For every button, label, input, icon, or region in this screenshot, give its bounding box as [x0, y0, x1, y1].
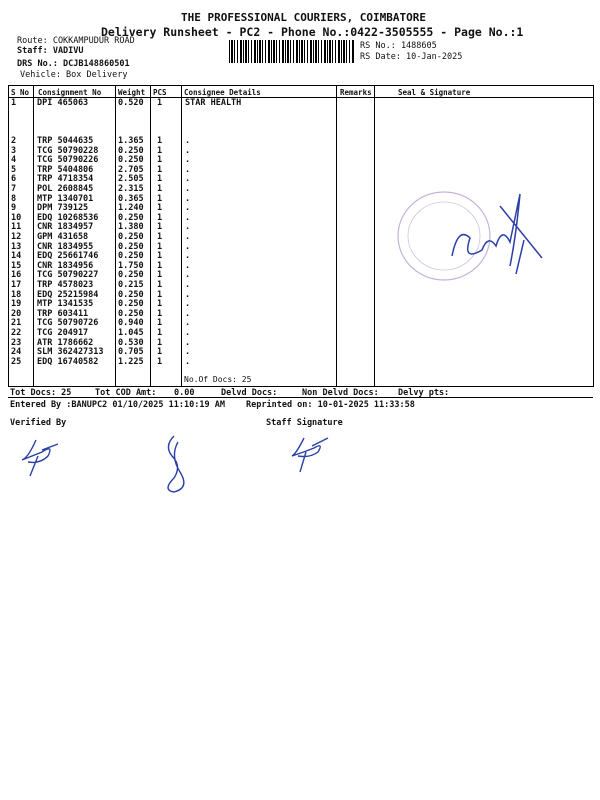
- cell-consignment-no: EDQ 25215984: [37, 289, 99, 300]
- cell-weight: 0.365: [118, 193, 144, 204]
- cell-weight: 0.250: [118, 289, 144, 300]
- cell-weight: 1.045: [118, 328, 144, 338]
- seal-stamp: [392, 186, 572, 296]
- middle-signature: [160, 432, 200, 496]
- cell-sno: 21: [11, 318, 22, 329]
- cell-weight: 2.705: [118, 164, 144, 175]
- table-row: [0, 357, 584, 367]
- cell-weight: 0.250: [118, 308, 144, 319]
- cell-consignment-no: TRP 4578023: [37, 280, 94, 290]
- cell-consignment-no: TRP 5044635: [37, 136, 94, 146]
- table-row: [0, 174, 584, 184]
- verified-by-label: Verified By: [10, 418, 67, 428]
- delvd-docs: Delvd Docs:: [221, 388, 278, 398]
- cell-weight: 1.225: [118, 356, 144, 367]
- cell-pcs: 1: [157, 328, 163, 338]
- cell-weight: 2.315: [118, 184, 144, 194]
- cell-sno: 6: [11, 174, 17, 185]
- table-row: [0, 328, 584, 338]
- cell-pcs: 1: [157, 164, 163, 175]
- drs-number: DRS No.: DCJB148860501: [17, 59, 130, 69]
- cell-sno: 1: [11, 98, 17, 108]
- cell-weight: 1.240: [118, 203, 144, 214]
- cell-consignment-no: EDQ 10268536: [37, 212, 99, 223]
- verified-signature: [18, 436, 68, 478]
- delvy-pts: Delvy pts:: [398, 388, 450, 398]
- cell-sno: 18: [11, 289, 22, 300]
- cell-pcs: 1: [157, 193, 163, 204]
- cell-consignee: .: [185, 337, 191, 348]
- cell-consignee: .: [185, 203, 191, 214]
- cell-consignee: .: [185, 212, 191, 223]
- cell-pcs: 1: [157, 203, 163, 214]
- col-header-weight: Weight: [118, 88, 146, 97]
- col-header-pcs: PCS: [153, 88, 167, 97]
- cell-sno: 23: [11, 337, 22, 348]
- cell-consignment-no: EDQ 25661746: [37, 251, 99, 262]
- table-row: [0, 338, 584, 348]
- runsheet-title: Delivery Runsheet - PC2 - Phone No.:0422-3505555 - Page No.:1: [101, 25, 524, 39]
- cell-pcs: 1: [157, 347, 163, 358]
- rs-number: RS No.: 1488605: [360, 41, 437, 51]
- cell-sno: 22: [11, 328, 22, 338]
- cell-pcs: 1: [157, 98, 163, 108]
- cell-consignment-no: CNR 1834955: [37, 241, 94, 252]
- cell-consignee: .: [185, 136, 191, 146]
- cell-weight: 0.250: [118, 270, 144, 281]
- cell-pcs: 1: [157, 212, 163, 223]
- cell-consignee: .: [185, 260, 191, 271]
- cell-weight: 0.250: [118, 212, 144, 223]
- cell-pcs: 1: [157, 232, 163, 242]
- cell-consignee: .: [185, 222, 191, 233]
- table-row: [0, 155, 584, 165]
- cell-consignment-no: TCG 50790226: [37, 155, 99, 166]
- entered-by: Entered By :BANUPC2 01/10/2025 11:10:19 AM: [10, 400, 225, 410]
- staff-signature: [290, 434, 338, 476]
- rs-date: RS Date: 10-Jan-2025: [360, 52, 463, 62]
- cell-weight: 0.250: [118, 232, 144, 242]
- cell-pcs: 1: [157, 308, 163, 319]
- barcode: [229, 40, 354, 63]
- cell-consignee: .: [185, 232, 191, 242]
- col-header-seal: Seal & Signature: [398, 88, 471, 97]
- cell-consignment-no: SLM 362427313: [37, 347, 104, 358]
- cell-consignee: STAR HEALTH: [185, 98, 242, 108]
- cell-consignment-no: DPM 739125: [37, 203, 89, 214]
- cell-sno: 11: [11, 222, 22, 233]
- col-header-remarks: Remarks: [340, 88, 372, 97]
- cell-consignment-no: CNR 1834956: [37, 260, 94, 271]
- vehicle: Vehicle: Box Delivery: [20, 70, 128, 80]
- cell-consignment-no: MTP 1340701: [37, 193, 94, 204]
- cell-consignment-no: CNR 1834957: [37, 222, 94, 233]
- cell-sno: 24: [11, 347, 22, 358]
- cell-consignment-no: POL 2608845: [37, 184, 94, 194]
- cell-weight: 0.250: [118, 145, 144, 156]
- cell-consignment-no: TCG 50790726: [37, 318, 99, 329]
- staff: Staff: VADIVU: [17, 46, 84, 56]
- cell-sno: 8: [11, 193, 17, 204]
- cell-sno: 20: [11, 308, 22, 319]
- cell-pcs: 1: [157, 289, 163, 300]
- cell-consignment-no: TRP 4718354: [37, 174, 94, 185]
- cell-consignment-no: TRP 603411: [37, 308, 89, 319]
- cell-consignee: .: [185, 145, 191, 156]
- cell-consignment-no: GPM 431658: [37, 232, 89, 242]
- table-row: [0, 136, 584, 146]
- cell-pcs: 1: [157, 145, 163, 156]
- cell-pcs: 1: [157, 318, 163, 329]
- cell-consignee: .: [185, 193, 191, 204]
- cell-consignee: .: [185, 347, 191, 358]
- cell-sno: 17: [11, 280, 22, 290]
- cell-consignee: .: [185, 356, 191, 367]
- cell-consignment-no: TRP 5404806: [37, 164, 94, 175]
- cell-consignee: .: [185, 155, 191, 166]
- cell-weight: 0.250: [118, 299, 144, 310]
- cell-consignee: .: [185, 251, 191, 262]
- tot-cod-label: Tot COD Amt:: [95, 388, 157, 398]
- cell-weight: 1.365: [118, 136, 144, 146]
- cell-sno: 5: [11, 164, 17, 175]
- cell-consignee: .: [185, 174, 191, 185]
- table-row: [0, 146, 584, 156]
- table-row: [0, 165, 584, 175]
- cell-pcs: 1: [157, 136, 163, 146]
- cell-pcs: 1: [157, 337, 163, 348]
- cell-consignment-no: DPI 465063: [37, 98, 89, 108]
- cell-consignee: .: [185, 164, 191, 175]
- cell-sno: 16: [11, 270, 22, 281]
- cell-weight: 0.215: [118, 280, 144, 290]
- cell-sno: 7: [11, 184, 17, 194]
- cell-pcs: 1: [157, 299, 163, 310]
- cell-sno: 25: [11, 356, 22, 367]
- cell-consignment-no: TCG 204917: [37, 328, 89, 338]
- col-header-consignee: Consignee Details: [184, 88, 261, 97]
- cell-pcs: 1: [157, 356, 163, 367]
- cell-pcs: 1: [157, 241, 163, 252]
- cell-pcs: 1: [157, 260, 163, 271]
- col-header-consignment: Consignment No: [38, 88, 102, 97]
- cell-weight: 0.250: [118, 241, 144, 252]
- cell-pcs: 1: [157, 280, 163, 290]
- tot-cod-amount: 0.00: [174, 388, 195, 398]
- cell-consignee: .: [185, 241, 191, 252]
- no-of-docs: No.Of Docs: 25: [184, 375, 252, 384]
- cell-consignee: .: [185, 184, 191, 194]
- cell-pcs: 1: [157, 184, 163, 194]
- non-delvd-docs: Non Delvd Docs:: [302, 388, 379, 398]
- cell-pcs: 1: [157, 222, 163, 233]
- reprinted-on: Reprinted on: 10-01-2025 11:33:58: [246, 400, 415, 410]
- cell-sno: 19: [11, 299, 22, 310]
- cell-pcs: 1: [157, 174, 163, 185]
- table-row: [0, 98, 584, 108]
- cell-sno: 15: [11, 260, 22, 271]
- cell-sno: 4: [11, 155, 17, 166]
- table-row: [0, 318, 584, 328]
- cell-consignment-no: ATR 1786662: [37, 337, 94, 348]
- staff-signature-label: Staff Signature: [266, 418, 343, 428]
- cell-consignment-no: TCG 50790227: [37, 270, 99, 281]
- cell-sno: 13: [11, 241, 22, 252]
- cell-weight: 0.250: [118, 251, 144, 262]
- cell-consignee: .: [185, 328, 191, 338]
- cell-weight: 1.380: [118, 222, 144, 233]
- cell-weight: 0.940: [118, 318, 144, 329]
- cell-consignee: .: [185, 289, 191, 300]
- cell-weight: 0.250: [118, 155, 144, 166]
- cell-weight: 0.530: [118, 337, 144, 348]
- cell-consignee: .: [185, 299, 191, 310]
- cell-consignee: .: [185, 270, 191, 281]
- cell-consignment-no: MTP 1341535: [37, 299, 94, 310]
- col-header-sno: S No: [11, 88, 30, 97]
- table-row: [0, 299, 584, 309]
- cell-pcs: 1: [157, 155, 163, 166]
- cell-sno: 14: [11, 251, 22, 262]
- cell-weight: 0.520: [118, 98, 144, 108]
- cell-consignment-no: EDQ 16740582: [37, 356, 99, 367]
- cell-consignee: .: [185, 280, 191, 290]
- cell-sno: 12: [11, 232, 22, 242]
- cell-sno: 9: [11, 203, 17, 214]
- cell-sno: 3: [11, 145, 17, 156]
- cell-sno: 10: [11, 212, 22, 223]
- table-row: [0, 347, 584, 357]
- company-name: THE PROFESSIONAL COURIERS, COIMBATORE: [181, 11, 427, 24]
- cell-consignment-no: TCG 50790228: [37, 145, 99, 156]
- cell-weight: 0.705: [118, 347, 144, 358]
- route: Route: COKKAMPUDUR ROAD: [17, 36, 135, 46]
- cell-pcs: 1: [157, 270, 163, 281]
- cell-pcs: 1: [157, 251, 163, 262]
- tot-docs: Tot Docs: 25: [10, 388, 72, 398]
- cell-sno: 2: [11, 136, 17, 146]
- table-row: [0, 309, 584, 319]
- cell-consignee: .: [185, 318, 191, 329]
- cell-weight: 1.750: [118, 260, 144, 271]
- cell-weight: 2.505: [118, 174, 144, 185]
- cell-consignee: .: [185, 308, 191, 319]
